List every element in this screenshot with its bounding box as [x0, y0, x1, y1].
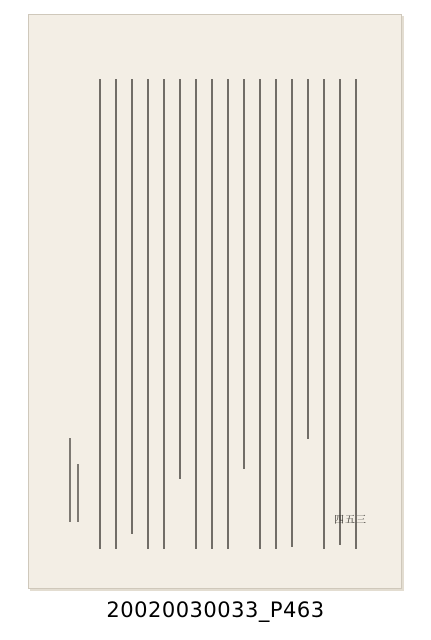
text-column [163, 79, 165, 549]
text-column [227, 79, 229, 549]
text-column [323, 79, 325, 549]
running-header-mark [77, 464, 79, 522]
text-column [211, 79, 213, 549]
text-column [195, 79, 197, 549]
text-column [259, 79, 261, 549]
text-column [307, 79, 309, 439]
running-header-mark [69, 438, 71, 522]
specimen-id-label: 20020030033_P463 [106, 598, 325, 622]
text-column [131, 79, 133, 534]
text-column [179, 79, 181, 479]
text-column [291, 79, 293, 547]
page-number: 四五三 [334, 515, 367, 526]
text-column [147, 79, 149, 549]
document-page [28, 14, 402, 589]
vertical-text-block [93, 79, 357, 549]
text-column [99, 79, 101, 549]
text-column [355, 79, 357, 549]
text-column [339, 79, 341, 545]
text-column [243, 79, 245, 469]
text-column [275, 79, 277, 549]
text-column [115, 79, 117, 549]
